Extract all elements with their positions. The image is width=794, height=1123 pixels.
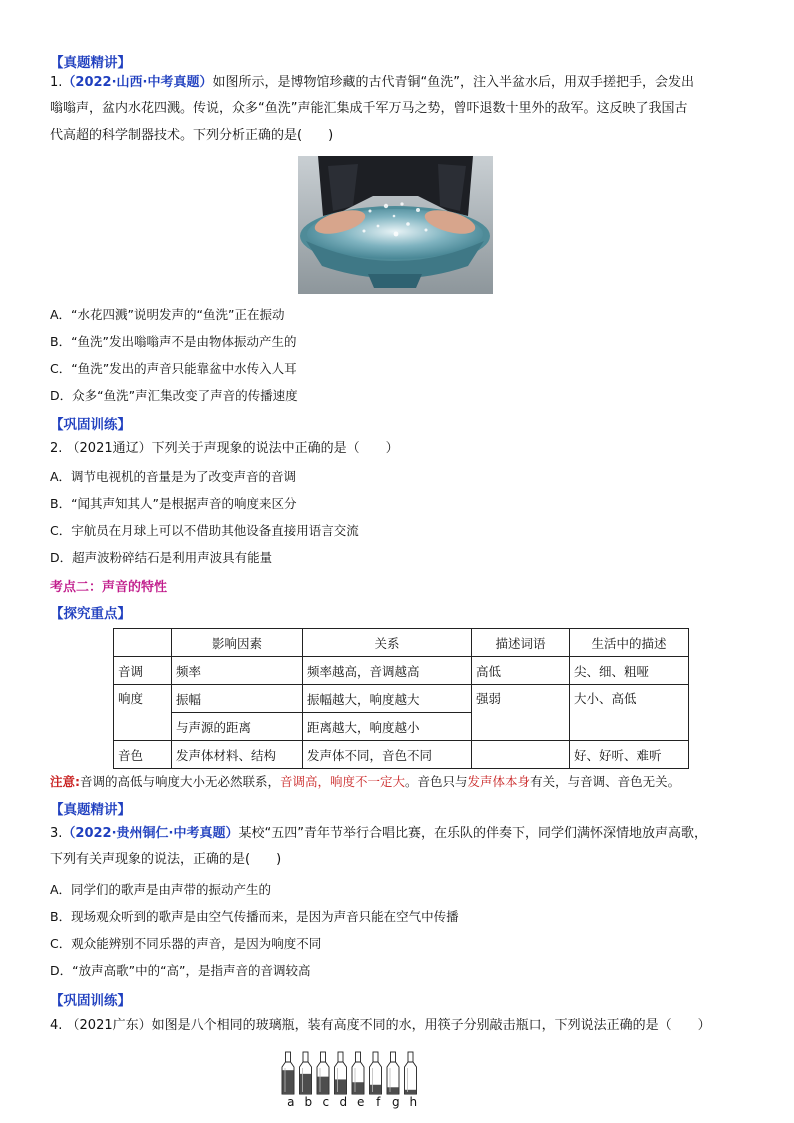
note-text-1: 音调的高低与响度大小无必然联系， xyxy=(80,774,281,789)
bottle-label: b xyxy=(304,1095,313,1109)
water-level-f xyxy=(370,1085,381,1094)
q3-option-a: A．同学们的歌声是由声带的振动产生的 xyxy=(50,882,272,897)
table-cell: 振幅 xyxy=(172,685,303,713)
q3-option-b: B．现场观众听到的歌声是由空气传播而来，是因为声音只能在空气中传播 xyxy=(50,909,459,924)
table-header-cell: 描述词语 xyxy=(472,629,570,657)
table-row xyxy=(114,741,689,769)
bottle-g xyxy=(387,1052,399,1094)
water-level-b xyxy=(300,1074,311,1094)
table-row xyxy=(114,685,689,713)
bottle-label: d xyxy=(339,1095,348,1109)
q2-option-d: D．超声波粉碎结石是利用声波具有能量 xyxy=(50,550,273,565)
table-cell: 频率越高，音调越高 xyxy=(303,657,472,685)
q1-option-b: B．“鱼洗”发出嗡嗡声不是由物体振动产生的 xyxy=(50,334,297,349)
table-cell: 距离越大，响度越小 xyxy=(303,713,472,741)
table-cell: 大小、高低 xyxy=(570,685,689,741)
water-level-e xyxy=(353,1082,364,1094)
table-cell: 振幅越大，响度越大 xyxy=(303,685,472,713)
q2-option-b: B．“闻其声知其人”是根据声音的响度来区分 xyxy=(50,496,297,511)
table-cell: 响度 xyxy=(114,685,172,741)
q1-option-a: A．“水花四溅”说明发声的“鱼洗”正在振动 xyxy=(50,307,285,322)
table-cell xyxy=(472,741,570,769)
note-text-3: 有关，与音调、音色无关。 xyxy=(530,774,681,789)
q3-number: 3. xyxy=(50,826,63,841)
note-highlight-1: 音调高，响度不一定大 xyxy=(280,774,406,789)
table-cell: 音色 xyxy=(114,741,172,769)
bottle-e xyxy=(352,1052,364,1094)
sound-characteristics-table xyxy=(113,628,689,769)
bottle-label: a xyxy=(287,1095,295,1109)
bottle-label: h xyxy=(409,1095,418,1109)
bottle-label: c xyxy=(322,1095,330,1109)
water-level-c xyxy=(318,1077,329,1094)
section-header-zhenti-1: 【真题精讲】 xyxy=(50,55,131,71)
table-cell: 高低 xyxy=(472,657,570,685)
table-header-cell xyxy=(114,629,172,657)
kaodian-title: 考点二：声音的特性 xyxy=(50,580,168,595)
water-level-d xyxy=(335,1079,346,1094)
section-header-gonggu-2: 【巩固训练】 xyxy=(50,993,131,1009)
q1-line1 xyxy=(50,73,694,93)
q1-source: （2022·山西·中考真题） xyxy=(62,75,213,90)
section-header-zhenti-2: 【真题精讲】 xyxy=(50,802,131,818)
water-level-a xyxy=(283,1070,294,1094)
table-cell: 发声体材料、结构 xyxy=(172,741,303,769)
water-level-g xyxy=(388,1087,399,1094)
table-cell: 强弱 xyxy=(472,685,570,741)
section-header-gonggu-1: 【巩固训练】 xyxy=(50,417,131,433)
table-cell: 好、好听、难听 xyxy=(570,741,689,769)
bottle-h xyxy=(405,1052,417,1094)
table-cell: 尖、细、粗哑 xyxy=(570,657,689,685)
q1-option-d: D．众多“鱼洗”声汇集改变了声音的传播速度 xyxy=(50,388,298,403)
q3-option-d: D．“放声高歌”中的“高”，是指声音的音调较高 xyxy=(50,963,311,978)
q2-option-c: C．宇航员在月球上可以不借助其他设备直接用语言交流 xyxy=(50,523,359,538)
note-line xyxy=(50,772,680,790)
bottle-label: f xyxy=(376,1095,381,1109)
q3-source: （2022·贵州铜仁·中考真题） xyxy=(62,826,239,841)
note-highlight-2: 发声体本身 xyxy=(467,774,531,789)
bottle-label: g xyxy=(391,1095,400,1109)
table-cell: 音调 xyxy=(114,657,172,685)
bottle-b xyxy=(300,1052,312,1094)
bottle-label: e xyxy=(357,1095,365,1109)
water-level-h xyxy=(405,1090,416,1094)
table-header-cell: 关系 xyxy=(303,629,472,657)
bottle-a xyxy=(282,1052,294,1094)
q2-stem: 2. （2021通辽）下列关于声现象的说法中正确的是（ ） xyxy=(50,441,399,456)
bottle-f xyxy=(370,1052,382,1094)
bottle-labels xyxy=(282,1095,422,1109)
bottle-d xyxy=(335,1052,347,1094)
table-cell: 频率 xyxy=(172,657,303,685)
q3-line1 xyxy=(50,824,707,844)
table-cell: 与声源的距离 xyxy=(172,713,303,741)
q1-option-c: C．“鱼洗”发出的声音只能靠盆中水传入人耳 xyxy=(50,361,297,376)
table-cell: 发声体不同，音色不同 xyxy=(303,741,472,769)
note-text-2: 。音色只与 xyxy=(405,774,468,789)
q1-line2: 嗡嗡声，盆内水花四溅。传说，众多“鱼洗”声能汇集成千军万马之势，曾吓退数十里外的敌军。这反映了我国古 xyxy=(50,101,688,116)
note-label: 注意: xyxy=(50,774,80,789)
table-header-row xyxy=(114,629,689,657)
q1-number: 1. xyxy=(50,75,63,90)
table-row xyxy=(114,657,689,685)
q2-option-a: A．调节电视机的音量是为了改变声音的音调 xyxy=(50,469,297,484)
q3-line2: 下列有关声现象的说法，正确的是( ) xyxy=(50,852,282,867)
q3-text-1: 某校“五四”青年节举行合唱比赛，在乐队的伴奏下，同学们满怀深情地放声高歌， xyxy=(238,826,707,841)
q4-stem: 4. （2021广东）如图是八个相同的玻璃瓶，装有高度不同的水，用筷子分别敲击瓶口，下列说法正确的是（ ） xyxy=(50,1018,711,1033)
q3-option-c: C．观众能辨别不同乐器的声音，是因为响度不同 xyxy=(50,936,322,951)
fish-basin-photo xyxy=(298,156,493,294)
table-header-cell: 生活中的描述 xyxy=(570,629,689,657)
section-header-tanjiu: 【探究重点】 xyxy=(50,606,131,622)
glass-bottles-figure xyxy=(279,1050,421,1096)
bottle-c xyxy=(317,1052,329,1094)
table-header-cell: 影响因素 xyxy=(172,629,303,657)
q1-line3: 代高超的科学制器技术。下列分析正确的是( ) xyxy=(50,128,334,143)
q1-text-1: 如图所示，是博物馆珍藏的古代青铜“鱼洗”，注入半盆水后，用双手搓把手，会发出 xyxy=(212,75,694,90)
